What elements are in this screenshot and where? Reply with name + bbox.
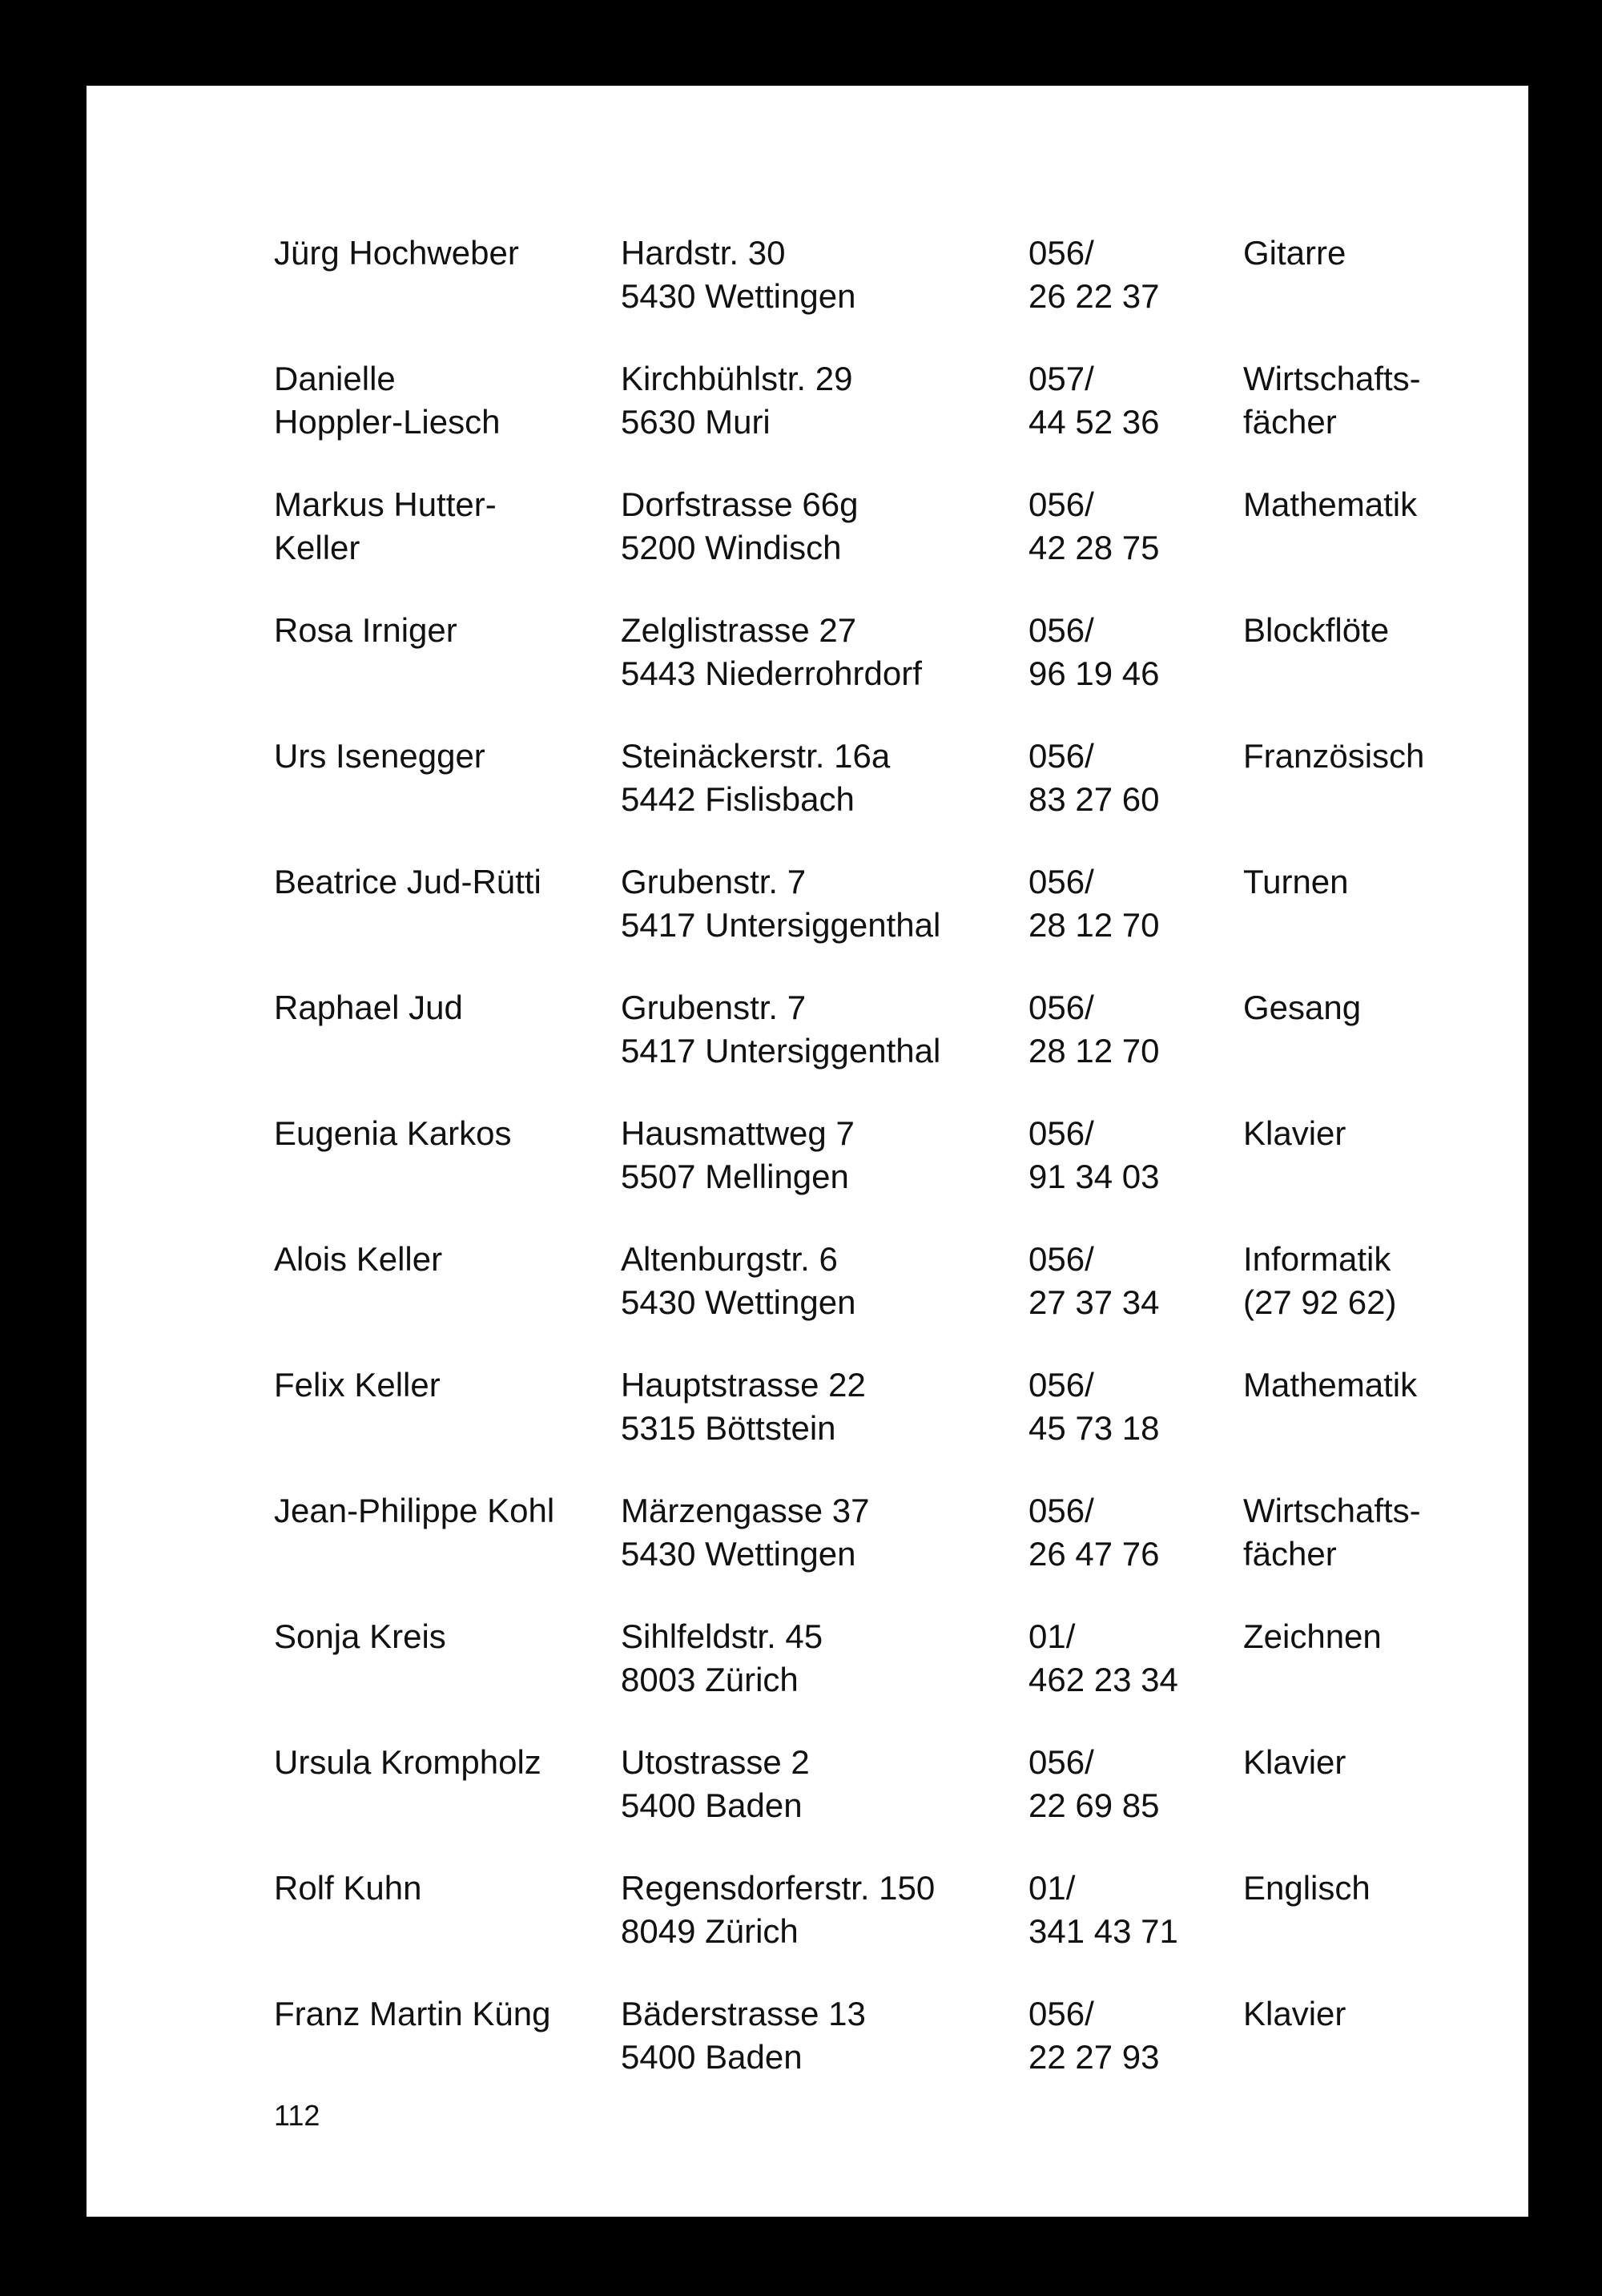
entry-address-line: Grubenstr. 7 xyxy=(621,989,807,1026)
entry-name-line: Markus Hutter- xyxy=(274,485,497,523)
entry-address xyxy=(621,1238,855,1324)
entry-phone-line: 057/ xyxy=(1028,360,1094,397)
entry-address-line: 5430 Wettingen xyxy=(621,277,856,315)
entry-subject xyxy=(1243,483,1417,526)
entry-address xyxy=(621,609,922,695)
entry-name xyxy=(274,1615,446,1658)
entry-phone xyxy=(1028,483,1160,570)
entry-phone-line: 28 12 70 xyxy=(1028,906,1160,944)
entry-address xyxy=(621,735,890,821)
entry-name-line: Alois Keller xyxy=(274,1240,443,1278)
directory-entry xyxy=(274,860,1528,986)
entry-phone-line: 056/ xyxy=(1028,1743,1094,1781)
entry-subject-line: Klavier xyxy=(1243,1743,1346,1781)
entry-address xyxy=(621,1364,866,1450)
entry-name-line: Urs Isenegger xyxy=(274,737,485,775)
entry-subject-line: Wirtschafts- xyxy=(1243,1492,1421,1529)
entry-phone-line: 45 73 18 xyxy=(1028,1409,1160,1447)
entry-subject-line: Französisch xyxy=(1243,737,1425,775)
entry-phone-line: 26 22 37 xyxy=(1028,277,1160,315)
entry-address-line: Hardstr. 30 xyxy=(621,234,786,272)
entry-subject-line: Klavier xyxy=(1243,1995,1346,2032)
directory-entry xyxy=(274,1867,1528,1992)
entry-phone-line: 056/ xyxy=(1028,863,1094,900)
entry-phone-line: 01/ xyxy=(1028,1869,1076,1907)
entry-phone-line: 22 69 85 xyxy=(1028,1786,1160,1824)
entry-phone-line: 91 34 03 xyxy=(1028,1158,1160,1195)
entry-phone-line: 96 19 46 xyxy=(1028,655,1160,692)
entry-address-line: Sihlfeldstr. 45 xyxy=(621,1617,823,1655)
entry-address-line: 5442 Fislisbach xyxy=(621,780,855,818)
entry-name xyxy=(274,860,541,904)
entry-address xyxy=(621,860,940,947)
entry-subject-line: (27 92 62) xyxy=(1243,1283,1397,1321)
entry-subject xyxy=(1243,1992,1346,2036)
entry-phone-line: 28 12 70 xyxy=(1028,1032,1160,1069)
entry-name xyxy=(274,1364,441,1407)
entry-address-line: Hauptstrasse 22 xyxy=(621,1366,866,1404)
entry-name-line: Beatrice Jud-Rütti xyxy=(274,863,541,900)
entry-subject xyxy=(1243,1112,1346,1155)
entry-address-line: 5315 Böttstein xyxy=(621,1409,836,1447)
entry-phone-line: 27 37 34 xyxy=(1028,1283,1160,1321)
entry-subject-line: Klavier xyxy=(1243,1114,1346,1152)
entry-phone-line: 01/ xyxy=(1028,1617,1076,1655)
entry-phone-line: 22 27 93 xyxy=(1028,2038,1160,2076)
entry-phone xyxy=(1028,1741,1160,1827)
entry-address-line: Grubenstr. 7 xyxy=(621,863,807,900)
entry-address-line: Dorfstrasse 66g xyxy=(621,485,859,523)
document-page xyxy=(87,86,1528,2217)
entry-phone xyxy=(1028,1992,1160,2079)
entry-subject xyxy=(1243,1615,1382,1658)
entry-name xyxy=(274,735,485,778)
entry-name xyxy=(274,357,500,444)
directory-entry xyxy=(274,1364,1528,1489)
entry-phone-line: 056/ xyxy=(1028,1366,1094,1404)
entry-phone xyxy=(1028,232,1160,318)
entry-name xyxy=(274,1112,512,1155)
entry-phone xyxy=(1028,1238,1160,1324)
directory-entry xyxy=(274,1489,1528,1615)
entry-address-line: 5200 Windisch xyxy=(621,529,842,566)
entry-name-line: Rosa Irniger xyxy=(274,611,457,649)
entry-address-line: Zelglistrasse 27 xyxy=(621,611,857,649)
entry-subject xyxy=(1243,357,1421,444)
entry-phone xyxy=(1028,986,1160,1073)
entry-name xyxy=(274,1867,421,1910)
entry-phone-line: 462 23 34 xyxy=(1028,1661,1178,1698)
entry-phone-line: 056/ xyxy=(1028,989,1094,1026)
directory-entry xyxy=(274,483,1528,609)
entry-address xyxy=(621,1489,870,1576)
entry-name-line: Ursula Krompholz xyxy=(274,1743,541,1781)
entry-address-line: 5400 Baden xyxy=(621,2038,803,2076)
entry-phone-line: 44 52 36 xyxy=(1028,403,1160,441)
entry-subject-line: Turnen xyxy=(1243,863,1349,900)
entry-phone-line: 42 28 75 xyxy=(1028,529,1160,566)
entry-name xyxy=(274,232,519,275)
directory-entry xyxy=(274,609,1528,735)
directory-entry xyxy=(274,1112,1528,1238)
entry-subject-line: Englisch xyxy=(1243,1869,1371,1907)
entry-name-line: Danielle xyxy=(274,360,396,397)
entry-name xyxy=(274,1489,554,1533)
entry-subject-line: Gesang xyxy=(1243,989,1362,1026)
entry-address xyxy=(621,1741,810,1827)
entry-address xyxy=(621,1615,823,1702)
entry-phone-line: 83 27 60 xyxy=(1028,780,1160,818)
entry-subject-line: Zeichnen xyxy=(1243,1617,1382,1655)
entry-subject xyxy=(1243,232,1346,275)
entry-address-line: 5417 Untersiggenthal xyxy=(621,1032,941,1069)
entry-subject-line: Mathematik xyxy=(1243,1366,1418,1404)
entry-name-line: Felix Keller xyxy=(274,1366,441,1404)
entry-address-line: Regensdorferstr. 150 xyxy=(621,1869,936,1907)
entry-subject xyxy=(1243,1867,1371,1910)
entry-address-line: Utostrasse 2 xyxy=(621,1743,810,1781)
entry-name-line: Jean-Philippe Kohl xyxy=(274,1492,555,1529)
entry-phone-line: 056/ xyxy=(1028,611,1094,649)
entry-subject-line: Blockflöte xyxy=(1243,611,1390,649)
entry-phone xyxy=(1028,357,1160,444)
directory-entry xyxy=(274,735,1528,860)
entry-phone xyxy=(1028,860,1160,947)
entry-address-line: 5507 Mellingen xyxy=(621,1158,849,1195)
entry-subject xyxy=(1243,1364,1417,1407)
entry-address xyxy=(621,1867,935,1953)
entry-subject xyxy=(1243,1489,1421,1576)
entry-subject xyxy=(1243,860,1349,904)
entry-address xyxy=(621,986,940,1073)
entry-address-line: 5417 Untersiggenthal xyxy=(621,906,941,944)
entry-address-line: Kirchbühlstr. 29 xyxy=(621,360,853,397)
entry-subject-line: Informatik xyxy=(1243,1240,1391,1278)
entry-phone-line: 056/ xyxy=(1028,485,1094,523)
entry-address-line: Märzengasse 37 xyxy=(621,1492,870,1529)
entry-phone xyxy=(1028,1615,1178,1702)
entry-subject-line: Mathematik xyxy=(1243,485,1418,523)
entry-phone xyxy=(1028,1112,1160,1198)
entry-address xyxy=(621,357,853,444)
entry-name xyxy=(274,483,497,570)
entry-phone-line: 056/ xyxy=(1028,1240,1094,1278)
entry-name xyxy=(274,1992,550,2036)
directory-entry xyxy=(274,232,1528,357)
entry-name-line: Raphael Jud xyxy=(274,989,463,1026)
entry-subject-line: fächer xyxy=(1243,403,1337,441)
entry-name-line: Sonja Kreis xyxy=(274,1617,446,1655)
entry-name-line: Eugenia Karkos xyxy=(274,1114,512,1152)
entry-name xyxy=(274,986,463,1029)
entry-subject-line: Gitarre xyxy=(1243,234,1346,272)
entry-address-line: 8049 Zürich xyxy=(621,1912,799,1950)
entry-address-line: Hausmattweg 7 xyxy=(621,1114,855,1152)
entry-subject xyxy=(1243,1238,1396,1324)
entry-phone xyxy=(1028,1489,1160,1576)
entry-address-line: 5630 Muri xyxy=(621,403,771,441)
entry-address xyxy=(621,1992,866,2079)
entry-subject xyxy=(1243,986,1361,1029)
entry-subject-line: Wirtschafts- xyxy=(1243,360,1421,397)
directory-entry xyxy=(274,986,1528,1112)
entry-subject xyxy=(1243,609,1389,652)
entry-phone-line: 056/ xyxy=(1028,1995,1094,2032)
entry-address xyxy=(621,1112,855,1198)
entry-phone xyxy=(1028,1364,1160,1450)
entry-subject xyxy=(1243,735,1424,778)
entry-name xyxy=(274,1238,442,1281)
entry-name-line: Keller xyxy=(274,529,360,566)
entry-address-line: Bäderstrasse 13 xyxy=(621,1995,866,2032)
entry-address-line: 5443 Niederrohrdorf xyxy=(621,655,922,692)
page-number: 112 xyxy=(274,2099,320,2132)
entry-subject-line: fächer xyxy=(1243,1535,1337,1573)
directory-list xyxy=(274,232,1528,2118)
entry-name-line: Jürg Hochweber xyxy=(274,234,519,272)
entry-phone xyxy=(1028,1867,1178,1953)
entry-name-line: Rolf Kuhn xyxy=(274,1869,422,1907)
entry-name xyxy=(274,1741,541,1784)
entry-address xyxy=(621,232,855,318)
entry-phone-line: 341 43 71 xyxy=(1028,1912,1178,1950)
entry-address-line: 5430 Wettingen xyxy=(621,1283,856,1321)
entry-phone-line: 056/ xyxy=(1028,737,1094,775)
entry-address-line: 8003 Zürich xyxy=(621,1661,799,1698)
directory-entry xyxy=(274,1238,1528,1364)
entry-name-line: Franz Martin Küng xyxy=(274,1995,551,2032)
entry-address-line: Altenburgstr. 6 xyxy=(621,1240,838,1278)
directory-entry xyxy=(274,357,1528,483)
entry-address-line: 5430 Wettingen xyxy=(621,1535,856,1573)
entry-phone-line: 056/ xyxy=(1028,234,1094,272)
directory-entry xyxy=(274,1992,1528,2118)
entry-address-line: Steinäckerstr. 16a xyxy=(621,737,891,775)
directory-entry xyxy=(274,1741,1528,1867)
entry-phone xyxy=(1028,735,1160,821)
entry-name-line: Hoppler-Liesch xyxy=(274,403,501,441)
entry-phone xyxy=(1028,609,1160,695)
entry-phone-line: 056/ xyxy=(1028,1114,1094,1152)
entry-address-line: 5400 Baden xyxy=(621,1786,803,1824)
directory-entry xyxy=(274,1615,1528,1741)
entry-name xyxy=(274,609,457,652)
entry-phone-line: 056/ xyxy=(1028,1492,1094,1529)
entry-address xyxy=(621,483,858,570)
entry-subject xyxy=(1243,1741,1346,1784)
entry-phone-line: 26 47 76 xyxy=(1028,1535,1160,1573)
